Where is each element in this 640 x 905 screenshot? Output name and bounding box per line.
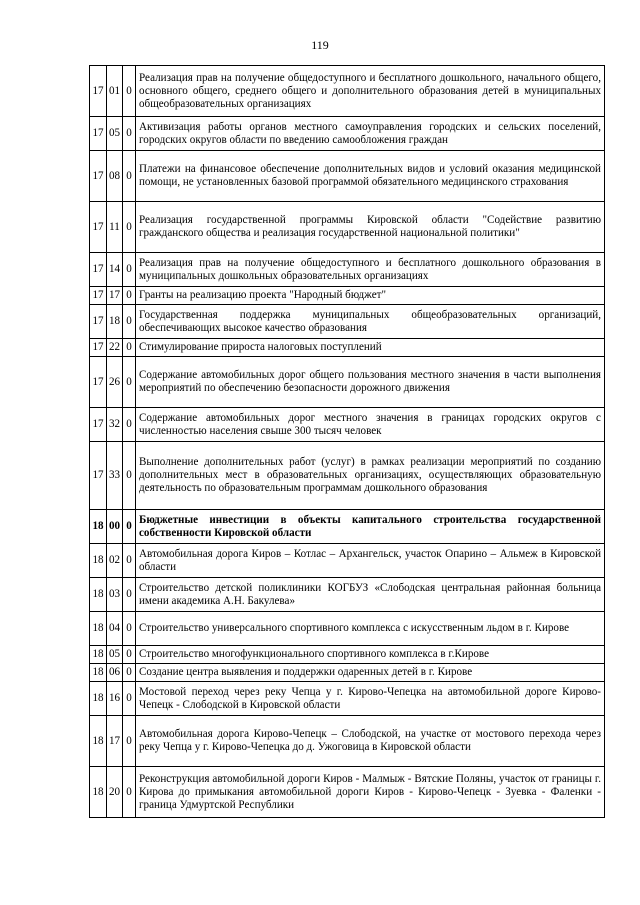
table-row <box>90 578 605 612</box>
table-row <box>90 202 605 253</box>
description-cell: Стимулирование прироста налоговых поступлений <box>136 339 605 357</box>
table-row <box>90 66 605 117</box>
code-section-cell: 18 <box>90 510 107 544</box>
code-subsection-cell: 16 <box>107 682 123 716</box>
description-cell: Строительство многофункционального спортивного комплекса в г.Кирове <box>136 646 605 664</box>
code-digit-cell: 0 <box>123 253 136 287</box>
code-subsection-cell: 26 <box>107 357 123 408</box>
code-section-cell: 18 <box>90 767 107 818</box>
code-digit-cell: 0 <box>123 66 136 117</box>
code-section-cell: 17 <box>90 357 107 408</box>
code-subsection-cell: 18 <box>107 305 123 339</box>
code-digit-cell: 0 <box>123 682 136 716</box>
code-section-cell: 18 <box>90 612 107 646</box>
table-row <box>90 408 605 442</box>
table-row <box>90 544 605 578</box>
code-subsection-cell: 06 <box>107 664 123 682</box>
code-section-cell: 17 <box>90 339 107 357</box>
code-subsection-cell: 11 <box>107 202 123 253</box>
code-subsection-cell: 04 <box>107 612 123 646</box>
code-digit-cell: 0 <box>123 578 136 612</box>
description-cell: Автомобильная дорога Кирово-Чепецк – Слободской, на участке от мостового перехода через реку Чепца у г. Кирово-Чепецка до д. Ужоговица в Кировской области <box>136 716 605 767</box>
code-digit-cell: 0 <box>123 305 136 339</box>
description-cell: Реализация прав на получение общедоступного и бесплатного дошкольного, начального общего, основного общего, среднего общего и дополнительного образования детей в муниципальных общеобразовательных организациях <box>136 66 605 117</box>
code-subsection-cell: 20 <box>107 767 123 818</box>
description-cell: Государственная поддержка муниципальных общеобразовательных организаций, обеспечивающих высокое качество образования <box>136 305 605 339</box>
code-subsection-cell: 22 <box>107 339 123 357</box>
code-section-cell: 17 <box>90 442 107 510</box>
code-digit-cell: 0 <box>123 202 136 253</box>
table-row <box>90 612 605 646</box>
table-row <box>90 767 605 818</box>
budget-classification-table <box>89 65 605 818</box>
code-digit-cell: 0 <box>123 357 136 408</box>
description-cell: Реализация государственной программы Кировской области "Содействие развитию гражданского общества и реализация государственной национальной политики" <box>136 202 605 253</box>
description-cell: Активизация работы органов местного самоуправления городских и сельских поселений, городских округов области по введению самообложения граждан <box>136 117 605 151</box>
table-row <box>90 339 605 357</box>
code-digit-cell: 0 <box>123 408 136 442</box>
description-cell: Бюджетные инвестиции в объекты капитального строительства государственной собственности Кировской области <box>136 510 605 544</box>
code-digit-cell: 0 <box>123 646 136 664</box>
code-subsection-cell: 01 <box>107 66 123 117</box>
code-section-cell: 18 <box>90 682 107 716</box>
code-subsection-cell: 02 <box>107 544 123 578</box>
table-row <box>90 357 605 408</box>
code-digit-cell: 0 <box>123 151 136 202</box>
description-cell: Строительство универсального спортивного комплекса с искусственным льдом в г. Кирове <box>136 612 605 646</box>
code-section-cell: 17 <box>90 253 107 287</box>
code-digit-cell: 0 <box>123 287 136 305</box>
code-digit-cell: 0 <box>123 544 136 578</box>
description-cell: Автомобильная дорога Киров – Котлас – Архангельск, участок Опарино – Альмеж в Кировской области <box>136 544 605 578</box>
code-section-cell: 17 <box>90 151 107 202</box>
code-subsection-cell: 14 <box>107 253 123 287</box>
code-section-cell: 17 <box>90 408 107 442</box>
code-digit-cell: 0 <box>123 442 136 510</box>
page-number: 119 <box>311 38 329 52</box>
code-subsection-cell: 17 <box>107 287 123 305</box>
table-row <box>90 646 605 664</box>
code-subsection-cell: 03 <box>107 578 123 612</box>
code-digit-cell: 0 <box>123 117 136 151</box>
table-row <box>90 287 605 305</box>
table-row <box>90 716 605 767</box>
code-section-cell: 17 <box>90 287 107 305</box>
code-section-cell: 18 <box>90 646 107 664</box>
code-digit-cell: 0 <box>123 716 136 767</box>
description-cell: Платежи на финансовое обеспечение дополнительных видов и условий оказания медицинской помощи, не установленных базовой программой обязательного медицинского страхования <box>136 151 605 202</box>
code-section-cell: 18 <box>90 544 107 578</box>
table-row <box>90 151 605 202</box>
code-digit-cell: 0 <box>123 612 136 646</box>
code-subsection-cell: 00 <box>107 510 123 544</box>
code-digit-cell: 0 <box>123 339 136 357</box>
code-subsection-cell: 05 <box>107 117 123 151</box>
code-subsection-cell: 32 <box>107 408 123 442</box>
code-subsection-cell: 17 <box>107 716 123 767</box>
code-digit-cell: 0 <box>123 510 136 544</box>
table-row <box>90 682 605 716</box>
code-section-cell: 17 <box>90 66 107 117</box>
code-section-cell: 17 <box>90 117 107 151</box>
description-cell: Содержание автомобильных дорог общего пользования местного значения в части выполнения мероприятий по обеспечению безопасности дорожного движения <box>136 357 605 408</box>
table-row <box>90 305 605 339</box>
code-subsection-cell: 05 <box>107 646 123 664</box>
description-cell: Мостовой переход через реку Чепца у г. Кирово-Чепецка на автомобильной дороге Кирово-Чепецк - Слободской в Кировской области <box>136 682 605 716</box>
table-row <box>90 442 605 510</box>
description-cell: Реконструкция автомобильной дороги Киров - Малмыж - Вятские Поляны, участок от границы г. Кирова до примыкания автомобильной дороги Киров - Кирово-Чепецк - Зуевка - Фаленки - граница Удмуртской Республики <box>136 767 605 818</box>
table-row <box>90 253 605 287</box>
description-cell: Реализация прав на получение общедоступного и бесплатного дошкольного образования в муниципальных дошкольных образовательных организациях <box>136 253 605 287</box>
description-cell: Выполнение дополнительных работ (услуг) в рамках реализации мероприятий по созданию дополнительных мест в образовательных организациях, осуществляющих образовательную деятельность по образовательным программам дошкольного образования <box>136 442 605 510</box>
code-subsection-cell: 33 <box>107 442 123 510</box>
code-section-cell: 18 <box>90 716 107 767</box>
code-section-cell: 18 <box>90 664 107 682</box>
table-row <box>90 510 605 544</box>
code-digit-cell: 0 <box>123 767 136 818</box>
table-row <box>90 664 605 682</box>
description-cell: Строительство детской поликлиники КОГБУЗ «Слободская центральная районная больница имени академика А.Н. Бакулева» <box>136 578 605 612</box>
code-section-cell: 17 <box>90 305 107 339</box>
code-section-cell: 18 <box>90 578 107 612</box>
description-cell: Гранты на реализацию проекта "Народный бюджет" <box>136 287 605 305</box>
code-section-cell: 17 <box>90 202 107 253</box>
description-cell: Создание центра выявления и поддержки одаренных детей в г. Кирове <box>136 664 605 682</box>
code-subsection-cell: 08 <box>107 151 123 202</box>
description-cell: Содержание автомобильных дорог местного значения в границах городских округов с численностью населения свыше 300 тысяч человек <box>136 408 605 442</box>
table-row <box>90 117 605 151</box>
code-digit-cell: 0 <box>123 664 136 682</box>
